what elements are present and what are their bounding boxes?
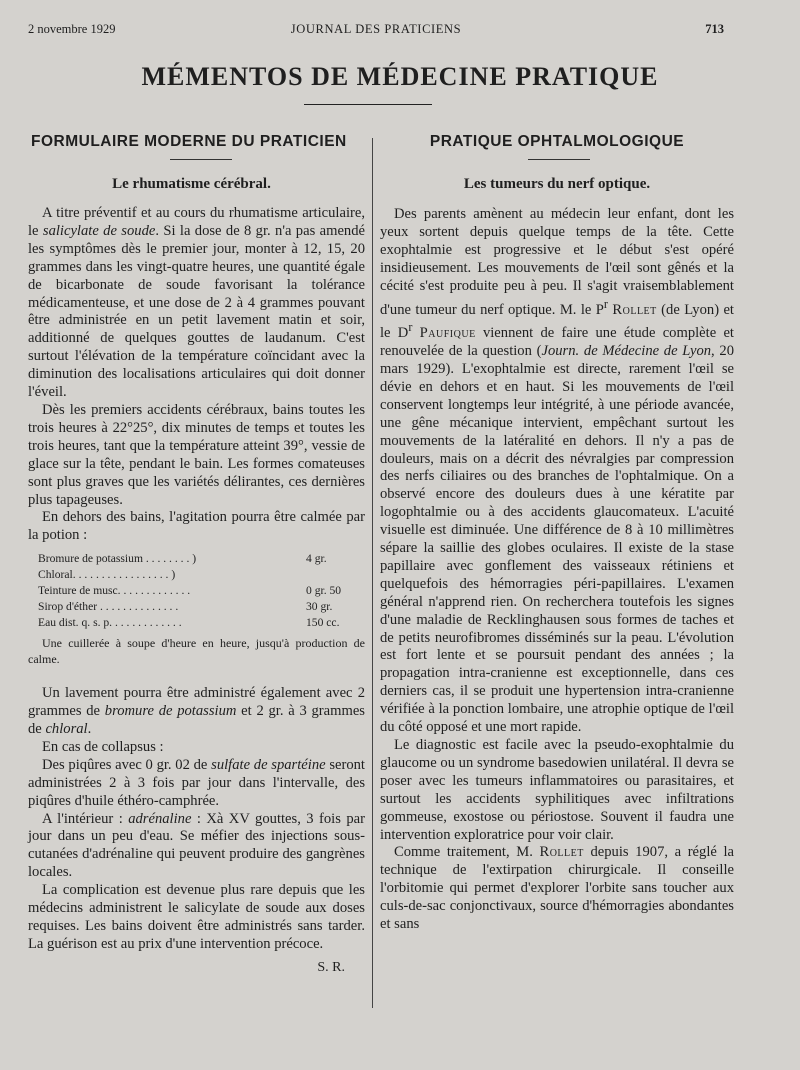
- drug-name: chloral: [45, 721, 88, 738]
- text-run: et 2 gr. à 3 grammes de: [28, 703, 365, 738]
- paragraph: [28, 205, 365, 402]
- right-section-heading: PRATIQUE OPHTALMOLOGIQUE: [429, 133, 685, 150]
- running-header: [28, 22, 724, 40]
- paragraph: [380, 844, 734, 934]
- text-run: seront administrées 2 à 3 fois par jour dans l'intervalle, des piqûres d'huile éthéro-camphrée.: [28, 756, 365, 809]
- paragraph: En dehors des bains, l'agitation pourra être calmée par la potion :: [28, 509, 365, 544]
- left-column: [18, 132, 365, 976]
- paragraph: [380, 206, 734, 737]
- drug-name: adrénaline: [128, 810, 192, 827]
- prescription-formula: [38, 551, 365, 631]
- text-run: , 20 mars 1929). L'exophtalmie est directe, rarement l'œil se dévie en dehors et en haut. Si les mouvements de l'œil conservent longtemps leur intégrité, à une période avancée, une gêne mécanique intervient, empêchant surtout les mouvements de la latéralité en dehors. Il n'y a pas de douleurs, mais on a décrit des névralgies par compression des nerfs ciliaires ou des branches de l'ophtalmique. On a observé encore des douleurs dues à une kératite par logophtalmie ou à des accidents glaucomateux. L'acuité visuelle est diminuée. Une différence de 8 à 10 millimètres sépare la saillie des globes oculaires. Il existe de la stase papillaire avec gonflement des vaisseaux rétiniens et quelquefois des hémorragies péri-papillaires. L'examen général n'apprend rien. On recherchera toutefois les signes d'une maladie de Recklinghausen sous formes de taches et de petits neurofibromes disséminés sur la peau. L'évolution est fort lente et se poursuit pendant des années ; la propagation intra-cranienne est exceptionnelle, dans ces derniers cas, il se produit une hypertension intra-cranienne vérifiée à la ponction lombaire, une atrophie optique de l'œil du côté opposé et une mort rapide.: [380, 343, 734, 736]
- journal-citation: Journ. de Médecine de Lyon: [541, 343, 712, 360]
- formula-dose: 30 gr.: [306, 600, 333, 614]
- formula-dose: 0 gr. 50: [306, 584, 342, 598]
- right-article-title: Les tumeurs du nerf optique.: [463, 176, 651, 192]
- dosage-note: Une cuillerée à soupe d'heure en heure, jusqu'à production de calme.: [28, 636, 365, 667]
- text-run: (de Lyon) et le D: [380, 301, 734, 342]
- formula-ingredient: Bromure de potassium . . . . . . . . ): [38, 552, 197, 566]
- spacer: [28, 667, 365, 685]
- text-run: Comme traitement, M.: [394, 844, 540, 861]
- text-run: [412, 325, 419, 341]
- paragraph: [28, 685, 365, 739]
- title-superscript: r: [603, 296, 608, 311]
- formula-row: [38, 599, 365, 615]
- left-section-heading: FORMULAIRE MODERNE DU PRATICIEN: [31, 133, 347, 150]
- formula-row: [38, 567, 365, 583]
- text-run: viennent de faire une étude complète et renouvelée de la question (: [380, 325, 734, 360]
- issue-date: 2 novembre 1929: [28, 22, 116, 36]
- author-name: Paufique: [419, 325, 476, 342]
- formula-row: [38, 583, 365, 599]
- title-superscript: r: [408, 320, 413, 335]
- drug-name: bromure de potassium: [104, 703, 237, 720]
- text-run: depuis 1907, a réglé la technique de l'extirpation chirurgicale. Il conseille l'orbitomie qui permet d'explorer l'orbite sans toucher aux culs-de-sac conjonctivaux, source d'hémorragies abondantes et sans: [380, 844, 735, 933]
- paragraph: Le diagnostic est facile avec la pseudo-exophtalmie du glaucome ou un syndrome basedowien unilatéral. Il devra se poser avec les tumeurs inflammatoires ou parasitaires, et surtout les accidents syphilitiques avec infiltrations gommeuse, exostose ou périostose. Souvent il faudra une intervention exploratrice pour voir clair.: [380, 737, 734, 843]
- drug-name: sulfate de spartéine: [211, 756, 326, 773]
- formula-row: [38, 551, 365, 567]
- text-run: : Xà XV gouttes, 3 fois par jour dans un peu d'eau. Se méfier des injections sous-cutanées d'adrénaline qui peuvent produire des gangrènes locales.: [28, 810, 365, 881]
- text-run: A titre préventif et au cours du rhumatisme articulaire, le: [28, 205, 365, 239]
- journal-name: JOURNAL DES PRATICIENS: [290, 22, 462, 36]
- text-run: Des piqûres avec 0 gr. 02 de: [42, 756, 212, 773]
- formula-ingredient: Teinture de musc. . . . . . . . . . . . .: [38, 584, 191, 598]
- right-column: [380, 132, 734, 934]
- right-article-body: [380, 206, 734, 934]
- text-run: . Si la dose de 8 gr. n'a pas amendé les symptômes dès le premier jour, monter à 12, 15, 20 grammes dans les vingt-quatre heures, une quantité égale de bicarbonate de soude favorisant la tolérance médicamenteuse, et une dose de 2 à 4 grammes pouvant être administrée en un petit lavement matin et soir, additionné de quelques gouttes de laudanum. C'est surtout l'élévation de la température coïncidant avec la diminution des localisations articulaires qui doit donner l'éveil.: [28, 222, 365, 401]
- formula-dose: 150 cc.: [306, 616, 340, 630]
- text-run: A l'intérieur :: [42, 810, 129, 827]
- author-signature: S. R.: [317, 959, 345, 975]
- paragraph: [28, 811, 365, 883]
- text-run: Un lavement pourra être administré également avec 2 grammes de: [28, 685, 365, 720]
- paragraph: La complication est devenue plus rare depuis que les médecins administrent le salicylate de soude aux doses requises. Les bains doivent être administrés sans tarder. La guérison est au prix d'une intervention précoce.: [28, 882, 365, 952]
- right-heading-rule: [528, 159, 590, 160]
- author-name: Rollet: [612, 301, 657, 318]
- author-name: Rollet: [539, 844, 584, 861]
- formula-ingredient: Chloral. . . . . . . . . . . . . . . . . ): [38, 568, 176, 582]
- left-heading-rule: [170, 159, 232, 160]
- column-divider: [372, 138, 373, 1008]
- text-run: .: [87, 721, 92, 738]
- drug-name: salicylate de soude: [42, 222, 156, 239]
- formula-ingredient: Sirop d'éther . . . . . . . . . . . . . .: [38, 600, 179, 614]
- formula-row: [38, 615, 365, 631]
- formula-ingredient: Eau dist. q. s. p. . . . . . . . . . . . .: [38, 616, 182, 630]
- formula-dose: [306, 567, 365, 583]
- text-run: Des parents amènent au médecin leur enfant, dont les yeux sortent depuis quelque temps de la tête. Cette exophtalmie est progressive et le début s'est opéré insidieusement. Les mouvements de l'œil sont gênés et la cécité s'est produite peu à peu. Il s'agit vraisemblablement d'une tumeur du nerf optique. M. le P: [380, 206, 734, 318]
- paragraph: Dès les premiers accidents cérébraux, bains toutes les trois heures à 22°25°, dix minutes de temps et toutes les trois heures, tant que la température atteint 39°, vessie de glace sur la tête, pendant le bain. Les formes comateuses sont plus graves que les variétés délirantes, ces dernières plus tapageuses.: [28, 401, 365, 508]
- left-article-title: Le rhumatisme cérébral.: [112, 176, 271, 192]
- paragraph: En cas de collapsus :: [42, 738, 164, 755]
- page-title: MÉMENTOS DE MÉDECINE PRATIQUE: [141, 62, 659, 91]
- page-number: 713: [705, 22, 724, 36]
- paragraph: [28, 757, 365, 811]
- title-rule: [304, 104, 432, 105]
- formula-dose: 4 gr.: [306, 552, 327, 566]
- left-article-body: [18, 205, 365, 954]
